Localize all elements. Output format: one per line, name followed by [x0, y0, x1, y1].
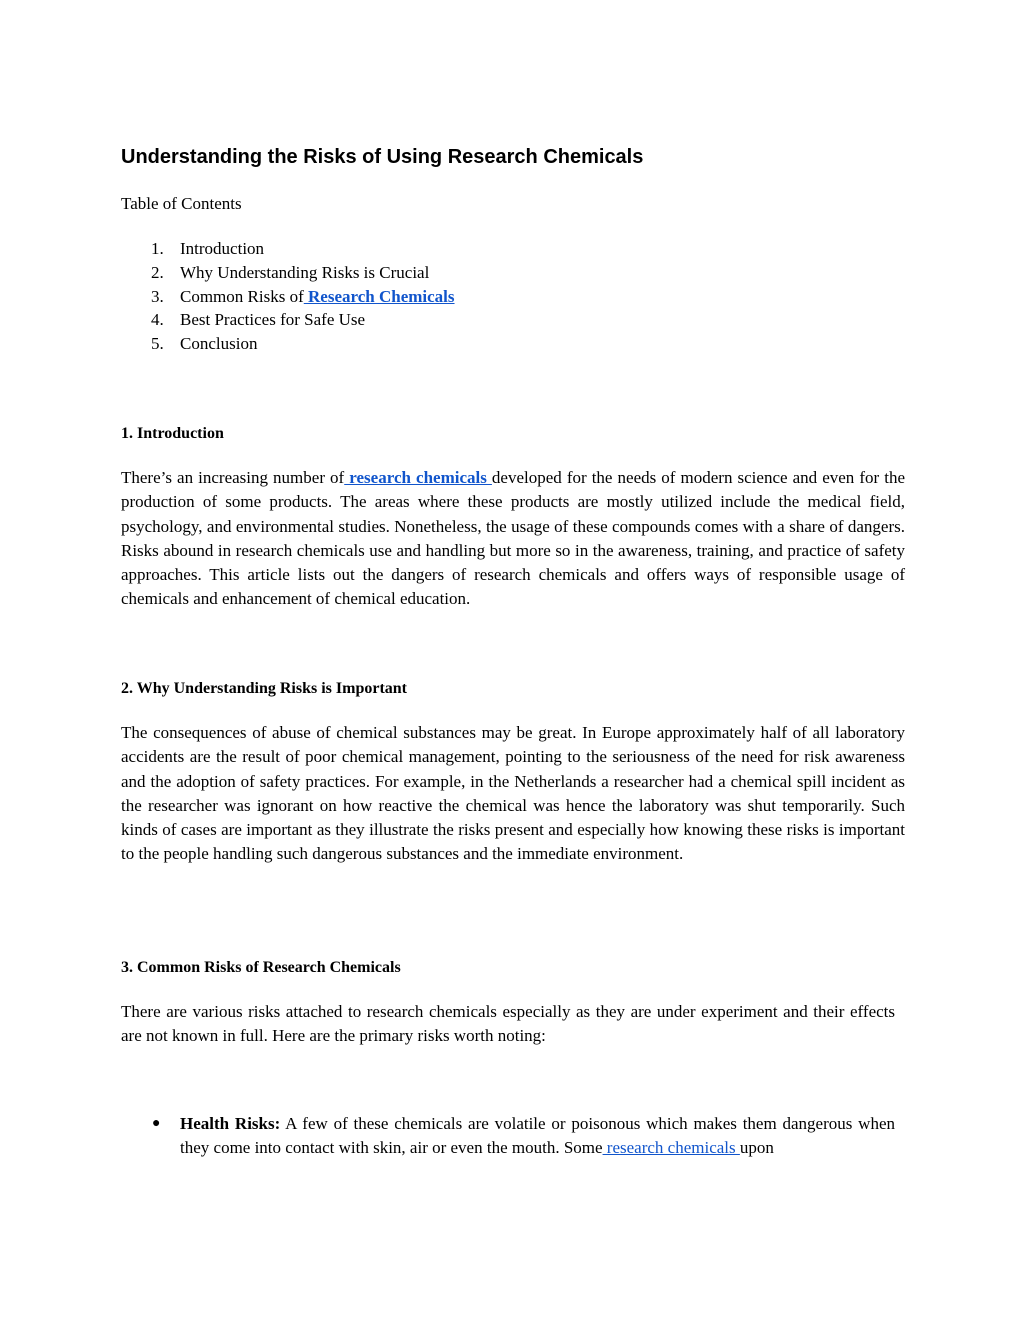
toc-item-common-risks	[121, 285, 455, 309]
toc-number: 3.	[151, 286, 164, 306]
risk-bullet-list	[121, 1112, 895, 1161]
common-risks-paragraph: There are various risks attached to research chemicals especially as they are under experiment and their effects are not known in full. Here are the primary risks worth noting:	[121, 1002, 895, 1046]
bullet-dot-icon: ●	[152, 1116, 161, 1131]
toc-item-introduction	[121, 237, 455, 261]
section-heading-why-important: 2. Why Understanding Risks is Important	[121, 680, 407, 697]
section-heading-introduction: 1. Introduction	[121, 425, 224, 442]
paragraph-text: There’s an increasing number of	[121, 468, 345, 487]
document-title: Understanding the Risks of Using Research Chemicals	[121, 146, 644, 168]
list-item-health-risks	[121, 1112, 895, 1161]
toc-number: 4.	[151, 310, 164, 330]
introduction-paragraph	[121, 466, 905, 612]
toc-item-text: Introduction	[180, 239, 265, 258]
toc-item-text: Common Risks of	[180, 286, 304, 306]
toc-item-conclusion	[121, 332, 455, 356]
toc-item-text: Why Understanding Risks is Crucial	[180, 262, 430, 282]
toc-item-text: Conclusion	[180, 334, 258, 353]
toc-number: 2.	[151, 262, 164, 282]
bullet-label: Health Risks:	[180, 1114, 281, 1133]
research-chemicals-link[interactable]: research chemicals	[602, 1138, 740, 1158]
paragraph-text: developed for the needs of modern science and even for the production of some products. The areas where these products are mostly utilized include the medical field, psychology, and environmental studies. Nonetheless, the usage of these compounds comes with a share of dangers. Risks abound in research chemicals use and handling but more so in the awareness, training, and practice of safety approaches. This article lists out the dangers of research chemicals and offers ways of responsible usage of chemicals and enhancement of chemical education.	[121, 468, 905, 609]
toc-heading: Table of Contents	[121, 194, 242, 213]
why-important-paragraph: The consequences of abuse of chemical substances may be great. In Europe approximately half of all laboratory accidents are the result of poor chemical management, pointing to the seriousness of the need for risk awareness and the adoption of safety practices. For example, in the Netherlands a researcher had a chemical spill incident as the researcher was ignorant on how reactive the chemical was hence the laboratory was shut temporarily. Such kinds of cases are important as they illustrate the risks present and especially how knowing these risks is important to the people handling such dangerous substances and the immediate environment.	[121, 723, 905, 864]
toc-number: 1.	[151, 239, 164, 258]
toc-number: 5.	[151, 334, 164, 353]
table-of-contents	[121, 237, 455, 356]
bullet-text: A few of these chemicals are volatile or poisonous which makes them dangerous when they come into contact with skin, air or even the mouth. Some	[180, 1114, 895, 1158]
toc-item-why-understanding	[121, 261, 455, 285]
toc-item-text: Best Practices for Safe Use	[180, 310, 366, 330]
toc-item-best-practices	[121, 308, 455, 332]
section-heading-common-risks: 3. Common Risks of Research Chemicals	[121, 959, 401, 976]
research-chemicals-link[interactable]: research chemicals	[344, 468, 492, 487]
research-chemicals-link[interactable]: Research Chemicals	[303, 286, 455, 306]
bullet-text: upon	[739, 1138, 774, 1158]
